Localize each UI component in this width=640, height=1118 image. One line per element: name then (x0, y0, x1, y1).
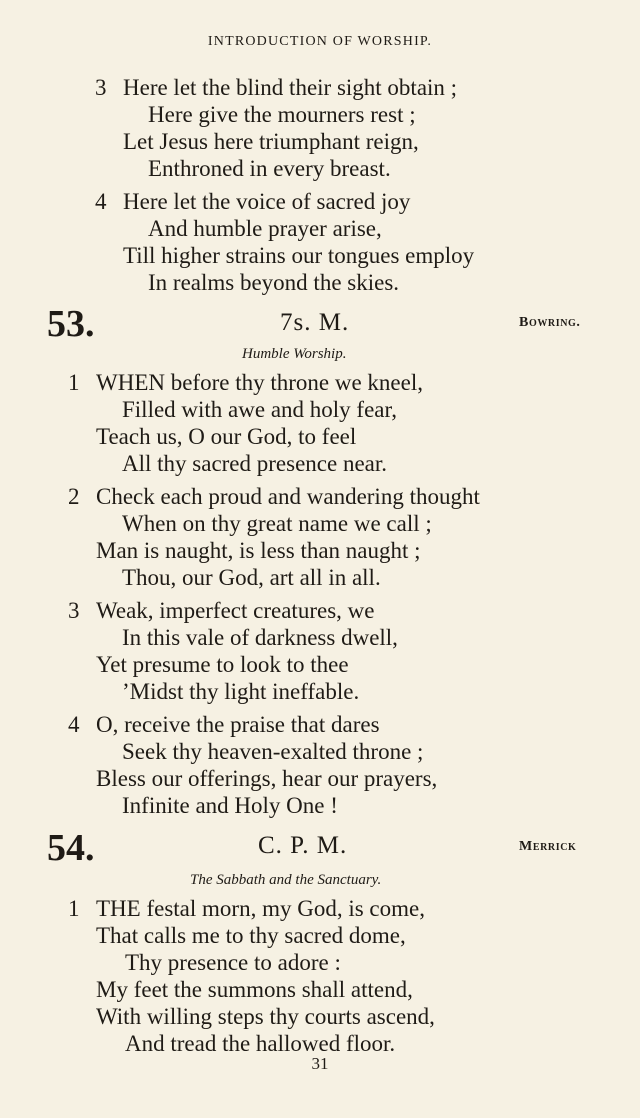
verse-line: Thou, our God, art all in all. (122, 565, 381, 590)
verse-line: ’Midst thy light ineffable. (122, 679, 360, 704)
running-header: INTRODUCTION OF WORSHIP. (207, 34, 433, 49)
verse-line: Here give the mourners rest ; (148, 102, 416, 127)
hymn-meter: C. P. M. (258, 832, 348, 859)
hymn-meter: 7s. M. (280, 309, 350, 336)
verse-line: All thy sacred presence near. (122, 451, 388, 476)
verse-line: Man is naught, is less than naught ; (96, 538, 421, 563)
verse-line: Check each proud and wandering thought (96, 484, 480, 509)
verse-line: That calls me to thy sacred dome, (96, 923, 406, 948)
verse-line: THE festal morn, my God, is come, (96, 896, 425, 921)
verse-line: Filled with awe and holy fear, (122, 397, 398, 422)
hymn-title: Humble Worship. (242, 346, 347, 362)
hymn-number: 54. (47, 827, 95, 869)
verse-line: Yet presume to look to thee (96, 652, 349, 677)
verse-number: 1 (68, 896, 80, 921)
verse-number: 2 (68, 484, 80, 509)
verse-line: Infinite and Holy One ! (122, 793, 338, 818)
verse-line: And humble prayer arise, (148, 216, 382, 241)
verse-number: 4 (68, 712, 80, 737)
hymn-author: Merrick (519, 839, 577, 854)
page-number: 31 (311, 1054, 329, 1073)
verse-line: Seek thy heaven-exalted throne ; (122, 739, 424, 764)
hymn-title: The Sabbath and the Sanctuary. (190, 872, 382, 888)
verse-line: When on thy great name we call ; (122, 511, 432, 536)
verse-number: 3 (95, 75, 107, 100)
verse-line: Weak, imperfect creatures, we (96, 598, 375, 623)
hymn-number: 53. (47, 303, 95, 345)
verse-number: 3 (68, 598, 80, 623)
verse-line: Enthroned in every breast. (148, 156, 391, 181)
verse-line: Let Jesus here triumphant reign, (123, 129, 419, 154)
verse-line: In realms beyond the skies. (148, 270, 400, 295)
verse-line: Thy presence to adore : (125, 950, 341, 975)
verse-number: 1 (68, 370, 80, 395)
verse-line: Here let the blind their sight obtain ; (123, 75, 458, 100)
verse-line: Teach us, O our God, to feel (96, 424, 357, 449)
verse-line: And tread the hallowed floor. (125, 1031, 396, 1056)
verse-number: 4 (95, 189, 107, 214)
verse-line: With willing steps thy courts ascend, (96, 1004, 435, 1029)
verse-line: My feet the summons shall attend, (96, 977, 413, 1002)
hymn-author: Bowring. (519, 315, 581, 330)
verse-line: Bless our offerings, hear our prayers, (96, 766, 438, 791)
verse-line: WHEN before thy throne we kneel, (96, 370, 423, 395)
verse-line: O, receive the praise that dares (96, 712, 380, 737)
verse-line: In this vale of darkness dwell, (122, 625, 398, 650)
verse-line: Here let the voice of sacred joy (123, 189, 411, 214)
verse-line: Till higher strains our tongues employ (123, 243, 475, 268)
